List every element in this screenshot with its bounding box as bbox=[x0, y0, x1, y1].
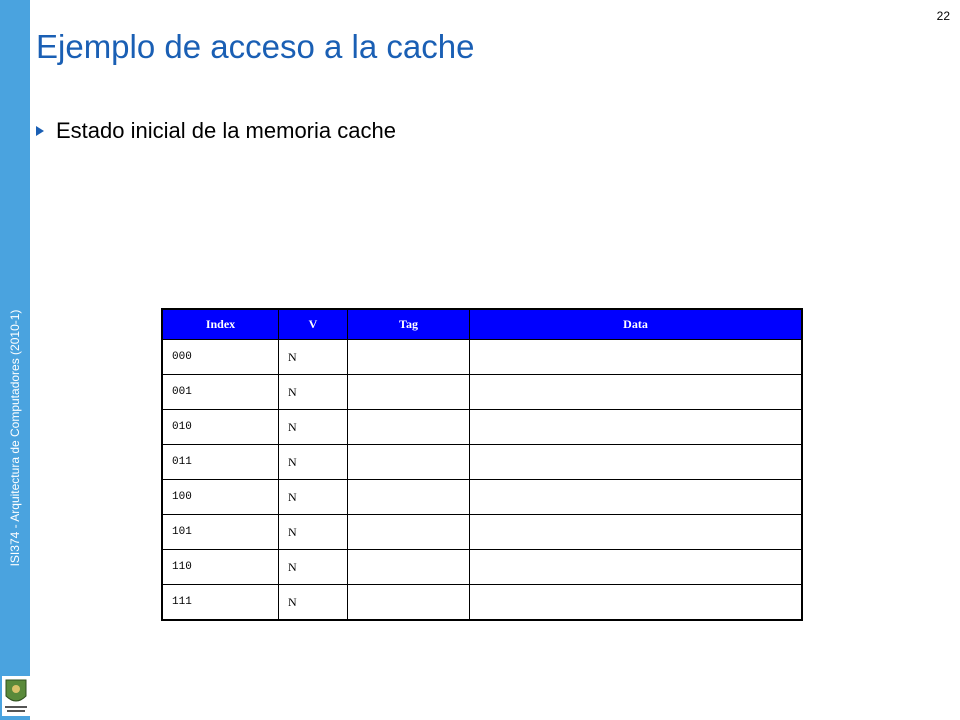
cell-index: 000 bbox=[162, 340, 279, 375]
header-tag: Tag bbox=[348, 309, 470, 340]
cache-table bbox=[161, 308, 803, 621]
cell-data bbox=[470, 445, 803, 480]
cell-data bbox=[470, 375, 803, 410]
cell-tag bbox=[348, 550, 470, 585]
slide-title: Ejemplo de acceso a la cache bbox=[36, 28, 475, 65]
university-seal-icon bbox=[2, 676, 30, 716]
cell-valid: N bbox=[279, 410, 348, 445]
cell-data bbox=[470, 480, 803, 515]
header-data: Data bbox=[470, 309, 803, 340]
cell-tag bbox=[348, 515, 470, 550]
cell-valid: N bbox=[279, 375, 348, 410]
bullet-text: Estado inicial de la memoria cache bbox=[56, 118, 396, 143]
table-row bbox=[162, 445, 802, 480]
table-row bbox=[162, 410, 802, 445]
cell-data bbox=[470, 515, 803, 550]
cell-tag bbox=[348, 445, 470, 480]
cell-data bbox=[470, 585, 803, 621]
table-header-row bbox=[162, 309, 802, 340]
cell-valid: N bbox=[279, 515, 348, 550]
cell-valid: N bbox=[279, 445, 348, 480]
cell-data bbox=[470, 340, 803, 375]
table-row bbox=[162, 550, 802, 585]
cell-valid: N bbox=[279, 585, 348, 621]
cell-index: 100 bbox=[162, 480, 279, 515]
cell-index: 010 bbox=[162, 410, 279, 445]
cell-index: 111 bbox=[162, 585, 279, 621]
cell-index: 101 bbox=[162, 515, 279, 550]
bullet-item bbox=[36, 118, 396, 144]
cell-tag bbox=[348, 375, 470, 410]
cell-valid: N bbox=[279, 480, 348, 515]
cell-index: 011 bbox=[162, 445, 279, 480]
sidebar bbox=[0, 0, 30, 720]
cell-data bbox=[470, 550, 803, 585]
table-row bbox=[162, 340, 802, 375]
header-valid: V bbox=[279, 309, 348, 340]
cell-valid: N bbox=[279, 340, 348, 375]
header-index: Index bbox=[162, 309, 279, 340]
table-row bbox=[162, 585, 802, 621]
triangle-bullet-icon bbox=[36, 126, 44, 136]
cell-valid: N bbox=[279, 550, 348, 585]
cell-tag bbox=[348, 585, 470, 621]
cell-tag bbox=[348, 340, 470, 375]
cell-data bbox=[470, 410, 803, 445]
slide-number: 22 bbox=[936, 9, 950, 23]
table-row bbox=[162, 480, 802, 515]
cell-tag bbox=[348, 480, 470, 515]
table-row bbox=[162, 515, 802, 550]
cell-tag bbox=[348, 410, 470, 445]
course-label: ISI374 - Arquitectura de Computadores (2010-1) bbox=[8, 309, 22, 567]
cell-index: 110 bbox=[162, 550, 279, 585]
cell-index: 001 bbox=[162, 375, 279, 410]
table-row bbox=[162, 375, 802, 410]
